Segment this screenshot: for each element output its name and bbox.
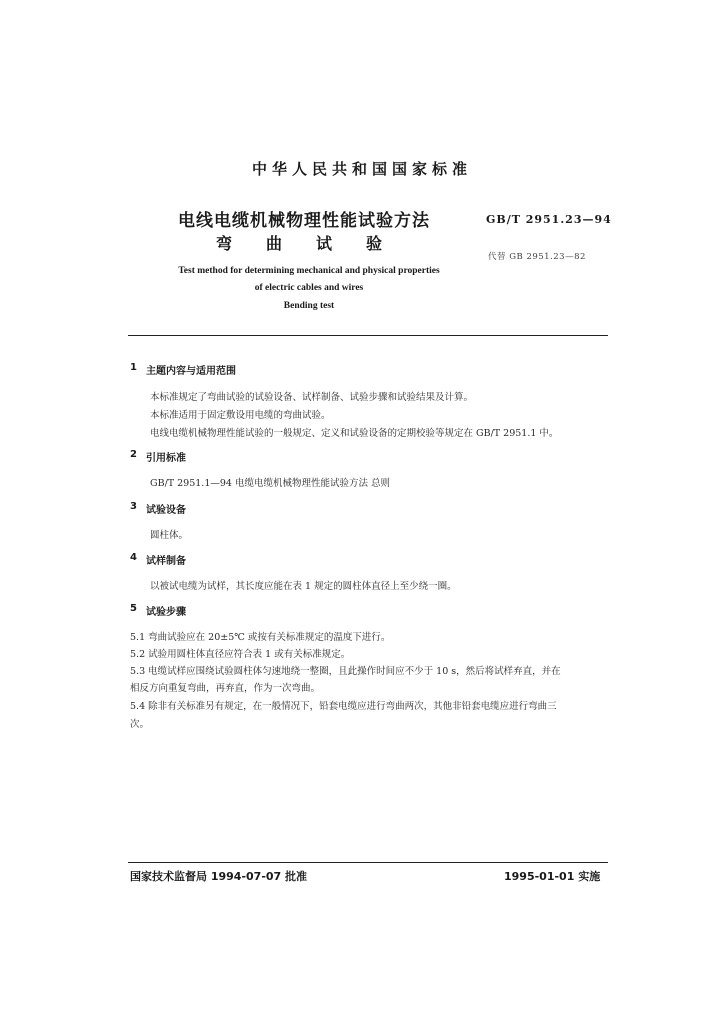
section-number: 2 bbox=[130, 449, 137, 460]
replaces-standard: 代替 GB 2951.23—82 bbox=[488, 252, 586, 262]
section-title: 试验设备 bbox=[146, 505, 186, 516]
section-paragraph: 以被试电缆为试样，其长度应能在表 1 规定的圆柱体直径上至少绕一圈。 bbox=[150, 581, 457, 592]
footer-divider bbox=[128, 862, 608, 863]
section-paragraph: GB/T 2951.1—94 电缆电缆机械物理性能试验方法 总则 bbox=[150, 478, 390, 489]
national-standard-heading: 中华人民共和国国家标准 bbox=[251, 160, 472, 178]
section-number: 4 bbox=[130, 552, 137, 563]
step-paragraph: 5.2 试验用圆柱体直径应符合表 1 或有关标准规定。 bbox=[130, 649, 351, 660]
document-title-cn: 电线电缆机械物理性能试验方法 bbox=[178, 211, 430, 231]
header-divider bbox=[128, 335, 608, 336]
section-title: 试验步骤 bbox=[146, 607, 186, 618]
section-number: 3 bbox=[130, 501, 137, 512]
standard-code: GB/T 2951.23—94 bbox=[486, 213, 612, 226]
document-title-en-line2: of electric cables and wires bbox=[254, 283, 364, 293]
effective-date: 1995-01-01 实施 bbox=[504, 870, 601, 883]
document-subtitle-cn: 弯曲试验 bbox=[216, 234, 417, 253]
section-number: 5 bbox=[130, 603, 137, 614]
document-title-en-line3: Bending test bbox=[283, 301, 335, 311]
section-paragraph: 本标准适用于固定敷设用电缆的弯曲试验。 bbox=[150, 410, 331, 421]
step-paragraph: 5.4 除非有关标准另有规定，在一般情况下，铅套电缆应进行弯曲两次，其他非铅套电缆应进行弯曲三 bbox=[130, 701, 557, 712]
step-paragraph: 5.3 电缆试样应围绕试验圆柱体匀速地绕一整圈，且此操作时间应不少于 10 s，然后将试样弃直，并在 bbox=[130, 666, 561, 677]
section-paragraph: 电线电缆机械物理性能试验的一般规定、定义和试验设备的定期校验等规定在 GB/T 2951.1 中。 bbox=[150, 428, 559, 439]
section-paragraph: 圆柱体。 bbox=[150, 530, 189, 541]
document-title-en-line1: Test method for determining mechanical and physical properties bbox=[178, 266, 440, 276]
approval-date: 国家技术监督局 1994-07-07 批准 bbox=[130, 870, 308, 883]
step-paragraph: 5.1 弯曲试验应在 20±5℃ 或按有关标准规定的温度下进行。 bbox=[130, 632, 391, 643]
section-title: 引用标准 bbox=[146, 453, 186, 464]
step-paragraph: 相反方向重复弯曲，再弃直，作为一次弯曲。 bbox=[130, 683, 321, 694]
step-paragraph: 次。 bbox=[130, 719, 150, 730]
section-title: 主题内容与适用范围 bbox=[146, 366, 236, 377]
section-paragraph: 本标准规定了弯曲试验的试验设备、试样制备、试验步骤和试验结果及计算。 bbox=[150, 392, 474, 403]
section-title: 试样制备 bbox=[146, 556, 186, 567]
section-number: 1 bbox=[130, 362, 137, 373]
